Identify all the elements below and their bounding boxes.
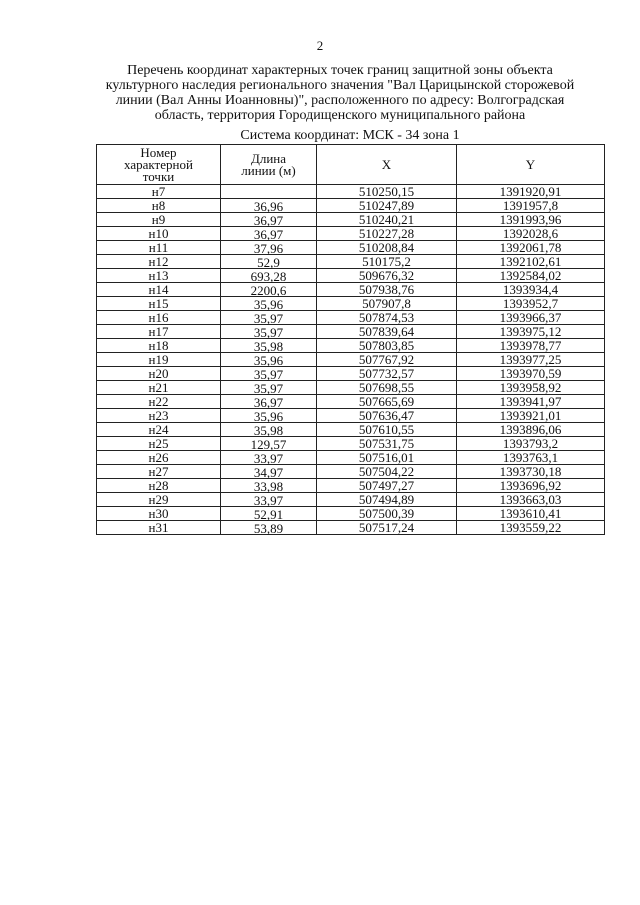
y-coordinate-cell: 1391920,91	[457, 185, 605, 199]
point-number-cell: н12	[97, 255, 221, 269]
point-number-cell: н9	[97, 213, 221, 227]
table-row	[97, 451, 605, 465]
line-length-value: 36,96	[253, 199, 284, 214]
line-length-value: 35,97	[253, 311, 284, 326]
table-row	[97, 185, 605, 199]
x-coordinate-cell: 507531,75	[317, 437, 457, 451]
x-coordinate-cell: 507504,22	[317, 465, 457, 479]
document-title	[80, 63, 600, 123]
point-number-cell: н30	[97, 507, 221, 521]
title-line: Перечень координат характерных точек границ защитной зоны объекта	[127, 63, 553, 78]
y-coordinate-cell: 1393921,01	[457, 409, 605, 423]
table-row	[97, 479, 605, 493]
table-row	[97, 241, 605, 255]
y-coordinate-cell: 1393958,92	[457, 381, 605, 395]
x-coordinate-cell: 507767,92	[317, 353, 457, 367]
table-row	[97, 493, 605, 507]
table-row	[97, 339, 605, 353]
y-coordinate-cell: 1393941,97	[457, 395, 605, 409]
y-coordinate-cell: 1393663,03	[457, 493, 605, 507]
x-coordinate-cell: 507803,85	[317, 339, 457, 353]
table-header-row	[97, 145, 605, 185]
point-number-cell: н11	[97, 241, 221, 255]
point-number-cell: н16	[97, 311, 221, 325]
point-number-cell: н26	[97, 451, 221, 465]
line-length-value: 37,96	[253, 241, 284, 256]
line-length-value: 36,97	[253, 395, 284, 410]
x-coordinate-cell: 507665,69	[317, 395, 457, 409]
x-coordinate-cell: 510175,2	[317, 255, 457, 269]
point-number-cell: н24	[97, 423, 221, 437]
line-length-cell	[221, 185, 317, 214]
x-coordinate-cell: 507732,57	[317, 367, 457, 381]
table-row	[97, 255, 605, 269]
x-coordinate-cell: 510227,28	[317, 227, 457, 241]
y-coordinate-cell: 1393977,25	[457, 353, 605, 367]
line-length-value: 36,97	[253, 213, 284, 228]
point-number-cell: н10	[97, 227, 221, 241]
header-line-length	[221, 145, 317, 185]
page-number: 2	[316, 38, 324, 53]
table-row	[97, 325, 605, 339]
y-coordinate-cell: 1393730,18	[457, 465, 605, 479]
header-text-line: Номер	[140, 144, 177, 160]
table-row	[97, 199, 605, 213]
header-text-line: Длина	[250, 150, 287, 166]
table-row	[97, 395, 605, 409]
y-coordinate-cell: 1393952,7	[457, 297, 605, 311]
header-y: Y	[457, 145, 605, 185]
y-coordinate-cell: 1392102,61	[457, 255, 605, 269]
line-length-value: 33,97	[253, 493, 284, 508]
line-length-value: 2200,6	[250, 283, 287, 298]
x-coordinate-cell: 507839,64	[317, 325, 457, 339]
line-length-value: 35,97	[253, 381, 284, 396]
title-line: линии (Вал Анны Иоанновны)", расположенного по адресу: Волгоградская	[115, 93, 565, 108]
y-coordinate-cell: 1393610,41	[457, 507, 605, 521]
table-row	[97, 423, 605, 437]
x-coordinate-cell: 507497,27	[317, 479, 457, 493]
y-coordinate-cell: 1393966,37	[457, 311, 605, 325]
point-number-cell: н7	[97, 185, 221, 199]
point-number-cell: н14	[97, 283, 221, 297]
x-coordinate-cell: 510250,15	[317, 185, 457, 199]
point-number-cell: н29	[97, 493, 221, 507]
y-coordinate-cell: 1393696,92	[457, 479, 605, 493]
x-coordinate-cell: 507907,8	[317, 297, 457, 311]
table-row	[97, 213, 605, 227]
y-coordinate-cell: 1393896,06	[457, 423, 605, 437]
line-length-value: 35,96	[253, 353, 284, 368]
coordinate-system-label: Система координат: МСК - 34 зона 1	[240, 128, 460, 143]
x-coordinate-cell: 507500,39	[317, 507, 457, 521]
table-row	[97, 297, 605, 311]
table-row	[97, 227, 605, 241]
line-length-value: 33,97	[253, 451, 284, 466]
line-length-value: 35,97	[253, 367, 284, 382]
x-coordinate-cell: 510240,21	[317, 213, 457, 227]
table-row	[97, 465, 605, 479]
y-coordinate-cell: 1391957,8	[457, 199, 605, 213]
y-coordinate-cell: 1392028,6	[457, 227, 605, 241]
point-number-cell: н18	[97, 339, 221, 353]
y-coordinate-cell: 1393559,22	[457, 521, 605, 535]
table-row	[97, 409, 605, 423]
header-text-line: точки	[142, 168, 175, 184]
y-coordinate-cell: 1392061,78	[457, 241, 605, 255]
header-point-number	[97, 145, 221, 185]
header-text-line: линии (м)	[241, 162, 296, 178]
table-row	[97, 353, 605, 367]
x-coordinate-cell: 507516,01	[317, 451, 457, 465]
x-coordinate-cell: 507636,47	[317, 409, 457, 423]
line-length-value: 36,97	[253, 227, 284, 242]
point-number-cell: н21	[97, 381, 221, 395]
x-coordinate-cell: 507874,53	[317, 311, 457, 325]
x-coordinate-cell: 510208,84	[317, 241, 457, 255]
point-number-cell: н20	[97, 367, 221, 381]
line-length-value: 35,96	[253, 297, 284, 312]
table-row	[97, 283, 605, 297]
line-length-value: 693,28	[250, 269, 287, 284]
y-coordinate-cell: 1393763,1	[457, 451, 605, 465]
line-length-value: 53,89	[253, 521, 284, 536]
x-coordinate-cell: 507938,76	[317, 283, 457, 297]
x-coordinate-cell: 507698,55	[317, 381, 457, 395]
table-row	[97, 311, 605, 325]
x-coordinate-cell: 507494,89	[317, 493, 457, 507]
point-number-cell: н25	[97, 437, 221, 451]
table-body	[97, 185, 605, 535]
x-coordinate-cell: 507610,55	[317, 423, 457, 437]
y-coordinate-cell: 1393934,4	[457, 283, 605, 297]
coordinates-table	[96, 144, 605, 535]
y-coordinate-cell: 1393975,12	[457, 325, 605, 339]
point-number-cell: н15	[97, 297, 221, 311]
table-row	[97, 507, 605, 521]
x-coordinate-cell: 507517,24	[317, 521, 457, 535]
title-line: область, территория Городищенского муниципального района	[154, 108, 526, 123]
point-number-cell: н31	[97, 521, 221, 535]
line-length-value: 35,96	[253, 409, 284, 424]
point-number-cell: н19	[97, 353, 221, 367]
line-length-value: 35,98	[253, 423, 284, 438]
x-coordinate-cell: 510247,89	[317, 199, 457, 213]
table-row	[97, 269, 605, 283]
line-length-value: 35,98	[253, 339, 284, 354]
line-length-value: 129,57	[250, 437, 287, 452]
table-row	[97, 521, 605, 535]
y-coordinate-cell: 1393970,59	[457, 367, 605, 381]
point-number-cell: н28	[97, 479, 221, 493]
table-row	[97, 381, 605, 395]
point-number-cell: н17	[97, 325, 221, 339]
point-number-cell: н27	[97, 465, 221, 479]
point-number-cell: н22	[97, 395, 221, 409]
line-length-value: 52,91	[253, 507, 284, 522]
line-length-value: 52,9	[257, 255, 280, 270]
header-x: X	[317, 145, 457, 185]
table-row	[97, 367, 605, 381]
y-coordinate-cell: 1392584,02	[457, 269, 605, 283]
y-coordinate-cell: 1393978,77	[457, 339, 605, 353]
line-length-value: 34,97	[253, 465, 284, 480]
table-row	[97, 437, 605, 451]
line-length-value: 35,97	[253, 325, 284, 340]
point-number-cell: н8	[97, 199, 221, 213]
title-line: культурного наследия регионального значения "Вал Царицынской сторожевой	[105, 78, 575, 93]
y-coordinate-cell: 1391993,96	[457, 213, 605, 227]
point-number-cell: н23	[97, 409, 221, 423]
x-coordinate-cell: 509676,32	[317, 269, 457, 283]
y-coordinate-cell: 1393793,2	[457, 437, 605, 451]
point-number-cell: н13	[97, 269, 221, 283]
line-length-value: 33,98	[253, 479, 284, 494]
header-text-line: характерной	[124, 156, 193, 172]
